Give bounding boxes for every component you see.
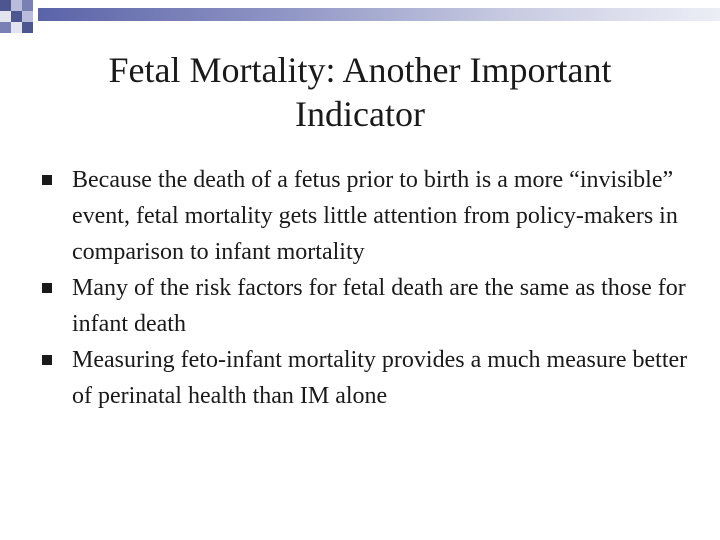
deco-square	[11, 22, 22, 33]
bullet-item	[40, 270, 690, 342]
header-gradient-bar	[38, 8, 720, 21]
deco-square	[0, 11, 11, 22]
bullet-square-icon	[42, 283, 52, 293]
deco-square	[22, 22, 33, 33]
deco-square	[22, 0, 33, 11]
bullet-square-icon	[42, 175, 52, 185]
deco-square	[0, 0, 11, 11]
deco-square	[11, 0, 22, 11]
bullet-item	[40, 342, 690, 414]
bullet-text: Many of the risk factors for fetal death are the same as those for infant death	[72, 275, 686, 337]
bullet-text: Because the death of a fetus prior to birth is a more “invisible” event, fetal mortality gets little attention from policy-makers in comparison to infant mortality	[72, 167, 678, 265]
deco-square	[11, 11, 22, 22]
slide-title: Fetal Mortality: Another Important Indicator	[108, 50, 612, 134]
bullet-list	[40, 162, 690, 414]
header-decoration	[0, 0, 720, 40]
deco-square	[0, 22, 11, 33]
bullet-text: Measuring feto-infant mortality provides a much measure better of perinatal health than IM alone	[72, 347, 688, 409]
deco-square	[22, 11, 33, 22]
bullet-item	[40, 162, 690, 270]
bullet-square-icon	[42, 355, 52, 365]
